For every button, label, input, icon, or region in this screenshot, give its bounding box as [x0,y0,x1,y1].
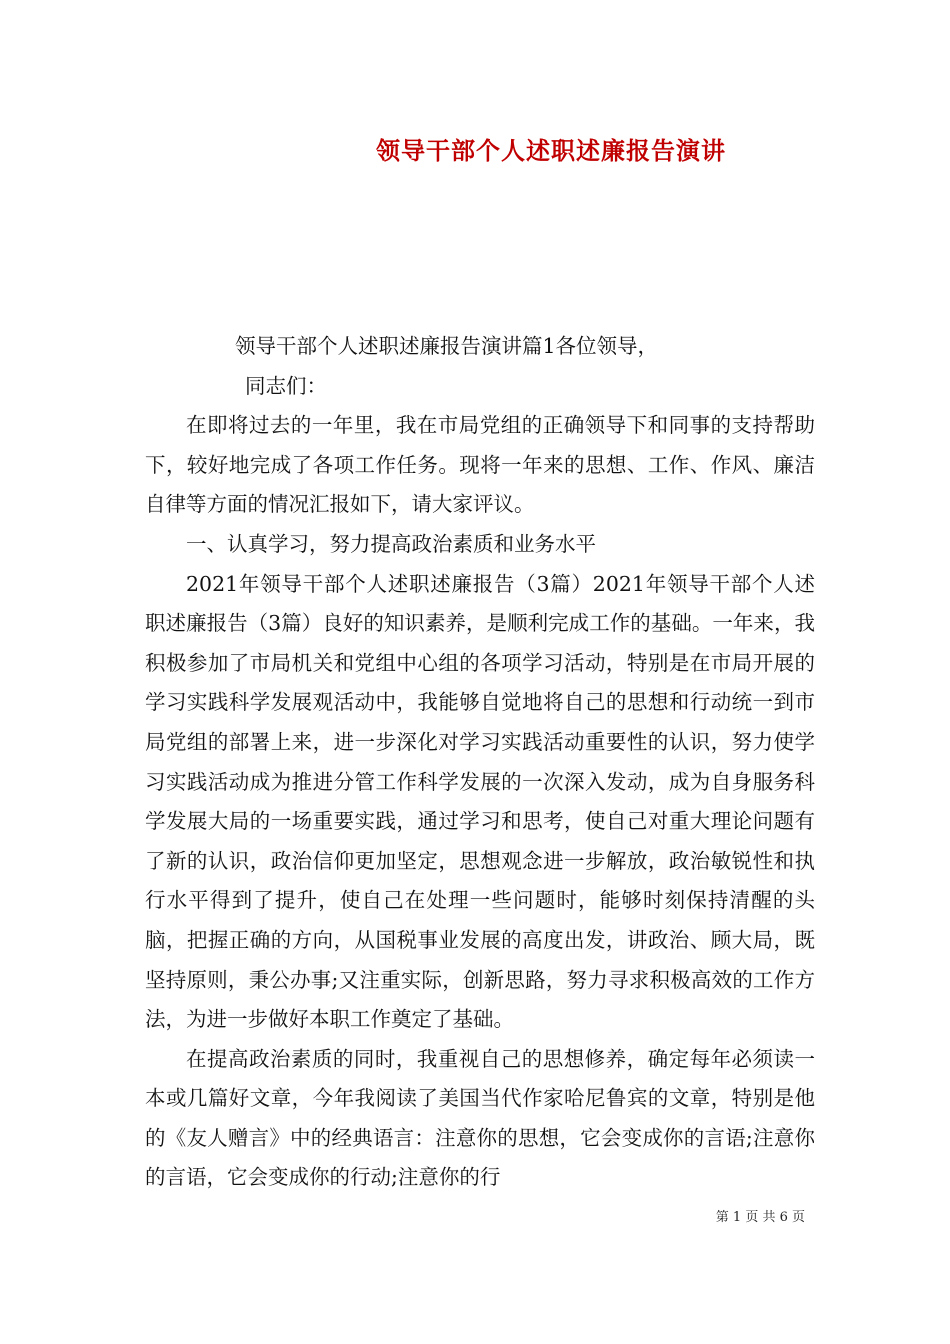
document-body [145,327,815,1198]
intro-line: 领导干部个人述职述廉报告演讲篇1各位领导， [235,334,659,358]
paragraph-opening: 在即将过去的一年里，我在市局党组的正确领导下和同事的支持帮助下，较好地完成了各项工作任务。现将一年来的思想、工作、作风、廉洁自律等方面的情况汇报如下，请大家评议。 [145,413,815,517]
paragraph-study: 2021年领导干部个人述职述廉报告（3篇）2021年领导干部个人述职述廉报告（3篇）良好的知识素养，是顺利完成工作的基础。一年来，我积极参加了市局机关和党组中心组的各项学习活动，特别是在市局开展的学习实践科学发展观活动中，我能够自觉地将自己的思想和行动统一到市局党组的部署上来，进一步深化对学习实践活动重要性的认识，努力使学习实践活动成为推进分管工作科学发展的一次深入发动，成为自身服务科学发展大局的一场重要实践，通过学习和思考，使自己对重大理论问题有了新的认识，政治信仰更加坚定，思想观念进一步解放，政治敏锐性和执行水平得到了提升，使自己在处理一些问题时，能够时刻保持清醒的头脑，把握正确的方向，从国税事业发展的高度出发，讲政治、顾大局，既坚持原则，秉公办事;又注重实际，创新思路，努力寻求积极高效的工作方法，为进一步做好本职工作奠定了基础。 [145,571,815,1032]
section-heading-1: 一、认真学习，努力提高政治素质和业务水平 [186,531,596,556]
greeting-line: 同志们： [245,373,327,398]
page-number-footer: 第 1 页 共 6 页 [715,1210,805,1225]
paragraph-reading: 在提高政治素质的同时，我重视自己的思想修养，确定每年必须读一本或几篇好文章，今年我阅读了美国当代作家哈尼鲁宾的文章，特别是他的《友人赠言》中的经典语言：注意你的思想，它会变成你的言语;注意你的言语，它会变成你的行动;注意你的行 [145,1046,815,1190]
document-title: 领导干部个人述职述廉报告演讲 [376,136,726,165]
